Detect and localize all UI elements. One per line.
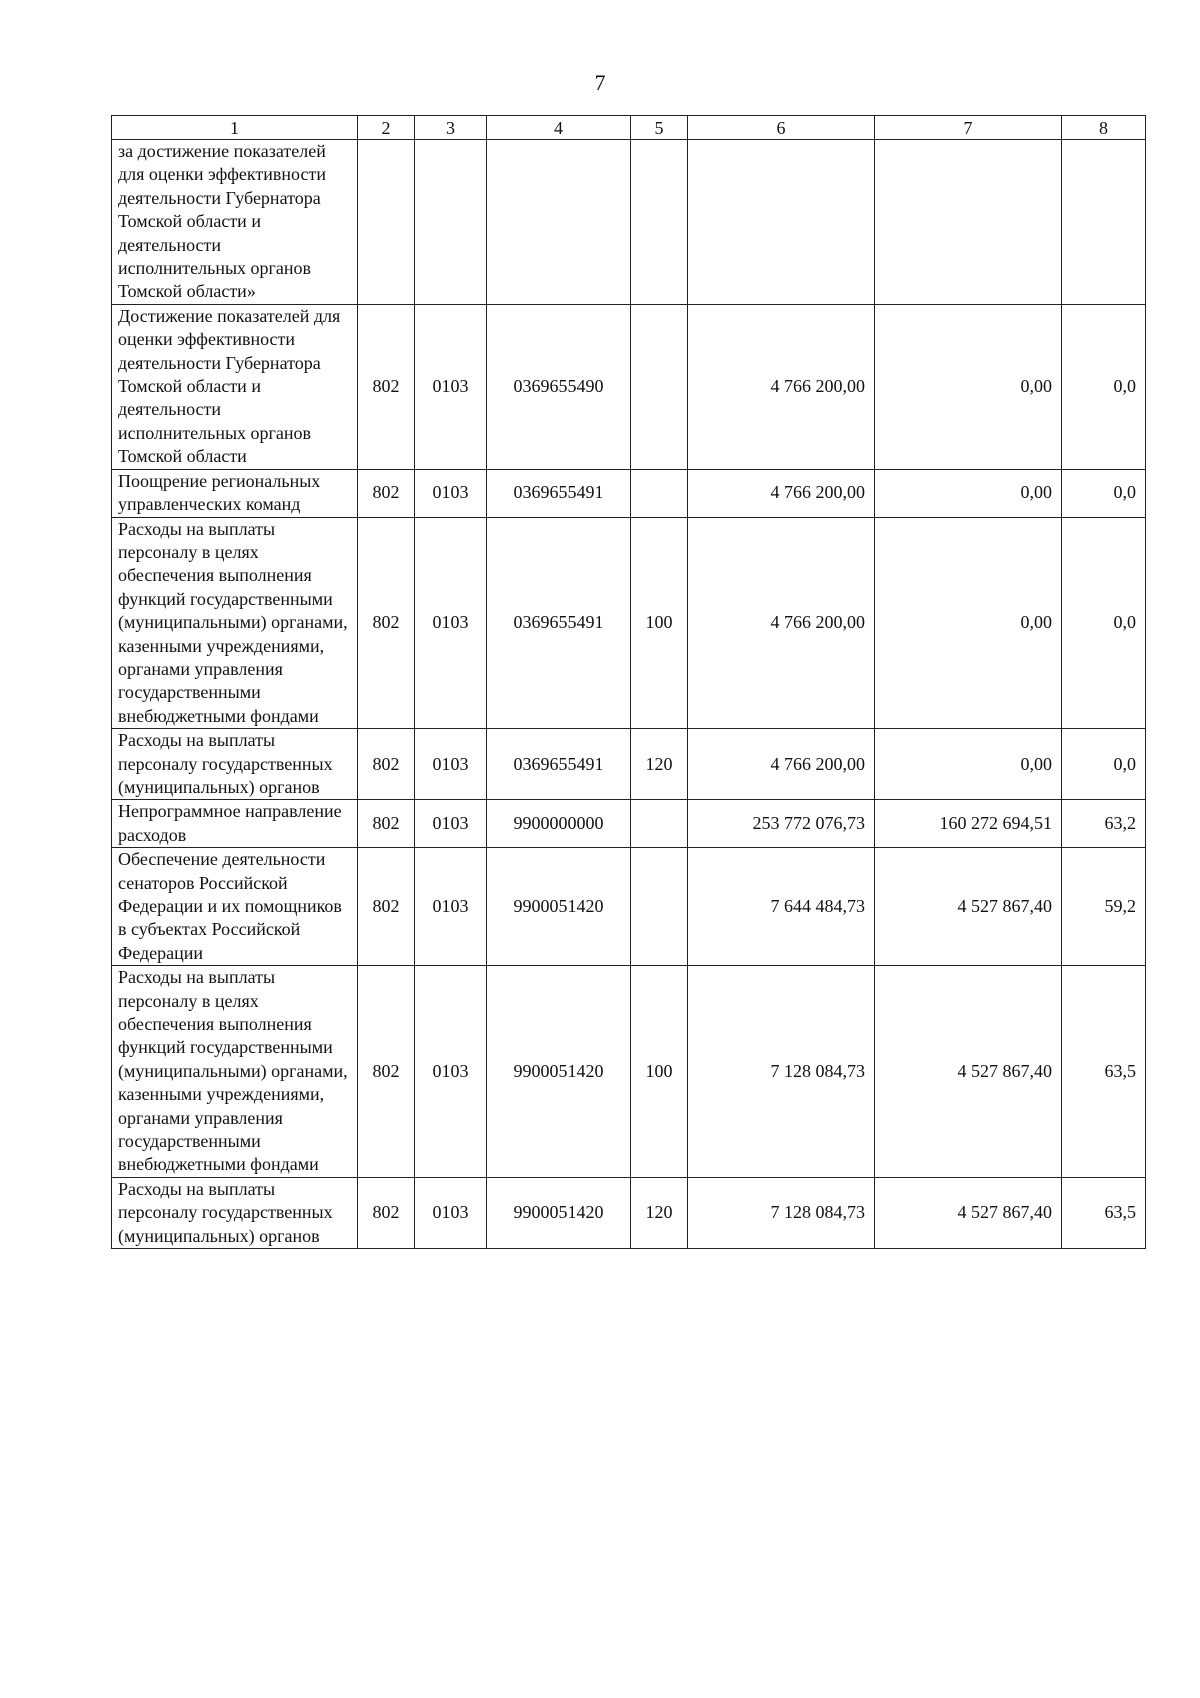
cell-vr: 120 [631,1177,688,1248]
cell-vr: 100 [631,517,688,729]
cell-pct: 63,5 [1062,1177,1146,1248]
cell-exec: 0,00 [875,517,1062,729]
column-header: 5 [631,116,688,140]
cell-pct: 63,2 [1062,800,1146,848]
cell-exec: 0,00 [875,729,1062,800]
cell-grbs: 802 [358,1177,415,1248]
cell-grbs: 802 [358,729,415,800]
cell-target: 0369655490 [487,304,631,469]
table-row [112,517,1146,729]
cell-exec: 0,00 [875,469,1062,517]
cell-pct: 0,0 [1062,304,1146,469]
cell-target: 9900051420 [487,1177,631,1248]
cell-plan: 7 128 084,73 [688,966,875,1178]
cell-grbs: 802 [358,800,415,848]
row-name: за достижение показателей для оценки эффективности деятельности Губернатора Томской области и деятельности исполнительных органов Томской области» [112,140,358,305]
cell-plan: 7 644 484,73 [688,848,875,966]
cell-vr [631,140,688,305]
cell-section: 0103 [415,966,487,1178]
cell-grbs: 802 [358,966,415,1178]
column-header: 2 [358,116,415,140]
cell-plan: 4 766 200,00 [688,304,875,469]
cell-pct [1062,140,1146,305]
cell-target: 9900051420 [487,966,631,1178]
row-name: Достижение показателей для оценки эффективности деятельности Губернатора Томской области и деятельности исполнительных органов Томской области [112,304,358,469]
budget-table [111,115,1146,1249]
cell-target: 9900000000 [487,800,631,848]
cell-exec: 4 527 867,40 [875,1177,1062,1248]
row-name: Расходы на выплаты персоналу в целях обеспечения выполнения функций государственными (муниципальными) органами, казенными учреждениями, органами управления государственными внебюджетными фондами [112,517,358,729]
column-header: 7 [875,116,1062,140]
cell-grbs: 802 [358,469,415,517]
cell-exec [875,140,1062,305]
cell-pct: 59,2 [1062,848,1146,966]
cell-pct: 0,0 [1062,729,1146,800]
cell-target [487,140,631,305]
cell-target: 0369655491 [487,729,631,800]
cell-section: 0103 [415,800,487,848]
row-name: Непрограммное направление расходов [112,800,358,848]
table-row [112,469,1146,517]
cell-vr [631,469,688,517]
cell-grbs: 802 [358,304,415,469]
column-header: 3 [415,116,487,140]
cell-vr [631,304,688,469]
cell-plan: 7 128 084,73 [688,1177,875,1248]
cell-pct: 0,0 [1062,469,1146,517]
cell-plan [688,140,875,305]
row-name: Обеспечение деятельности сенаторов Российской Федерации и их помощников в субъектах Российской Федерации [112,848,358,966]
page-number: 7 [594,70,606,95]
table-row [112,800,1146,848]
cell-vr [631,848,688,966]
cell-pct: 63,5 [1062,966,1146,1178]
cell-section: 0103 [415,729,487,800]
column-header: 6 [688,116,875,140]
table-row [112,1177,1146,1248]
row-name: Расходы на выплаты персоналу в целях обеспечения выполнения функций государственными (муниципальными) органами, казенными учреждениями, органами управления государственными внебюджетными фондами [112,966,358,1178]
cell-grbs [358,140,415,305]
cell-section: 0103 [415,517,487,729]
cell-plan: 4 766 200,00 [688,729,875,800]
column-header: 8 [1062,116,1146,140]
cell-exec: 4 527 867,40 [875,966,1062,1178]
cell-exec: 160 272 694,51 [875,800,1062,848]
cell-grbs: 802 [358,848,415,966]
row-name: Расходы на выплаты персоналу государственных (муниципальных) органов [112,1177,358,1248]
table-row [112,304,1146,469]
cell-target: 9900051420 [487,848,631,966]
cell-vr: 100 [631,966,688,1178]
cell-plan: 4 766 200,00 [688,517,875,729]
cell-grbs: 802 [358,517,415,729]
cell-exec: 4 527 867,40 [875,848,1062,966]
table-row [112,140,1146,305]
cell-section: 0103 [415,469,487,517]
column-header: 1 [112,116,358,140]
cell-exec: 0,00 [875,304,1062,469]
cell-pct: 0,0 [1062,517,1146,729]
row-name: Расходы на выплаты персоналу государственных (муниципальных) органов [112,729,358,800]
cell-section: 0103 [415,304,487,469]
cell-plan: 4 766 200,00 [688,469,875,517]
table-row [112,729,1146,800]
table-row [112,966,1146,1178]
cell-section [415,140,487,305]
cell-vr [631,800,688,848]
cell-vr: 120 [631,729,688,800]
cell-plan: 253 772 076,73 [688,800,875,848]
cell-section: 0103 [415,848,487,966]
table-header-row [112,116,1146,140]
column-header: 4 [487,116,631,140]
row-name: Поощрение региональных управленческих команд [112,469,358,517]
cell-target: 0369655491 [487,517,631,729]
table-row [112,848,1146,966]
cell-target: 0369655491 [487,469,631,517]
cell-section: 0103 [415,1177,487,1248]
